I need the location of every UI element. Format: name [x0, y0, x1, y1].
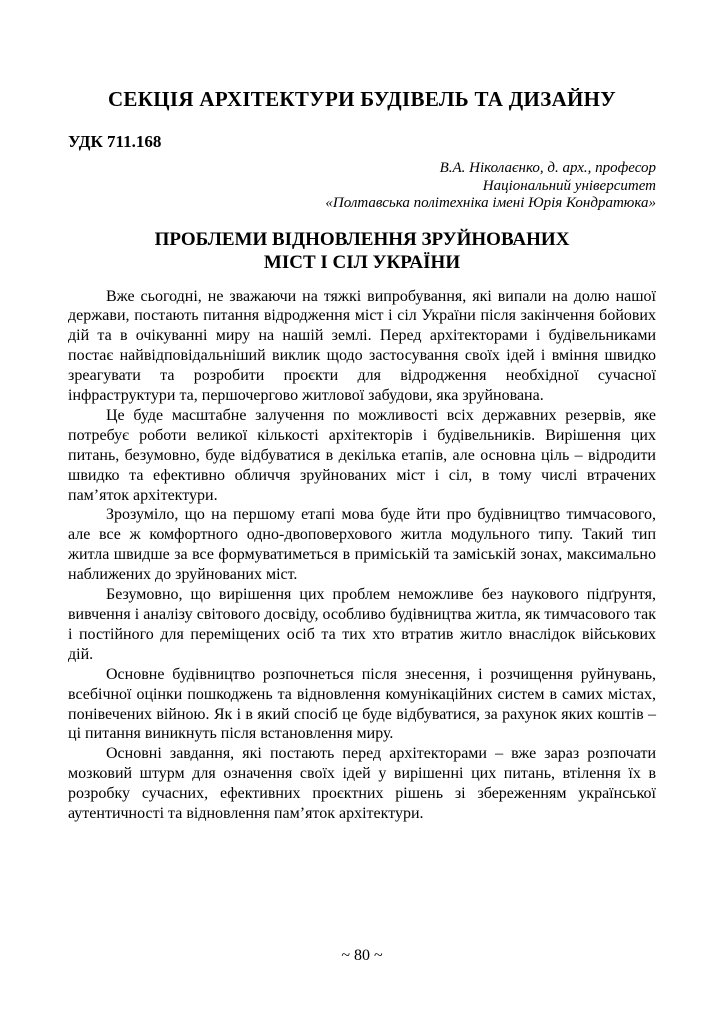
author-name: В.А. Ніколаєнко, д. арх., професор — [439, 160, 656, 176]
author-university-name: «Полтавська політехніка імені Юрія Кондратюка» — [325, 195, 656, 211]
author-affiliation: Національний університет — [482, 177, 656, 194]
author-block — [68, 160, 656, 213]
paragraph-5: Основне будівництво розпочнеться після знесення, і розчищення руйнувань, всебічної оцінки пошкоджень та відновлення комунікаційних систем в самих містах, понівечених війною. Як і в який спосіб це буде відбуватися, за рахунок яких коштів – ці питання виникнуть після встановлення миру. — [68, 665, 656, 743]
section-title: СЕКЦІЯ АРХІТЕКТУРИ БУДІВЕЛЬ ТА ДИЗАЙНУ — [107, 87, 617, 111]
paragraph-3: Зрозуміло, що на першому етапі мова буде йти про будівництво тимчасового, але все ж комфортного одно-двоповерхового житла модульного типу. Такий тип житла швидше за все формуватиметься в приміській та заміській зонах, максимально наближених до зруйнованих міст. — [68, 506, 656, 584]
paragraph-1: Вже сьогодні, не зважаючи на тяжкі випробування, які випали на долю нашої держави, постають питання відродження міст і сіл України після закінчення бойових дій та в очікуванні миру на нашій землі. Перед архітекторами і будівельниками постає найвідповідальніший виклик щодо застосування своїх ідей і вміння швидко зреагувати та розробити проєкти для відродження необхідної сучасної інфраструктури та, першочергово житлової забудови, яка зруйнована. — [68, 287, 656, 405]
paragraph-6: Основні завдання, які постають перед архітекторами – вже зараз розпочати мозковий штурм для означення своїх ідей у вирішенні цих питань, втілення їх в розробку сучасних, ефективних проєктних рішень зі збереженням української аутентичності та відновлення пам’яток архітектури. — [68, 745, 656, 823]
article-title — [68, 228, 656, 274]
page-number: ~ 80 ~ — [341, 947, 383, 964]
article-title-line-2: МІСТ І СІЛ УКРАЇНИ — [263, 251, 461, 273]
paragraph-2: Це буде масштабне залучення по можливості всіх державних резервів, яке потребує роботи великої кількості архітекторів і будівельників. Вирішення цих питань, безумовно, буде відбуватися в декілька етапів, але основна ціль – відродити швидко та ефективно обличчя зруйнованих міст і сіл, в тому числі втрачених пам’яток архітектури. — [68, 406, 656, 504]
paragraph-4: Безумовно, що вирішення цих проблем неможливе без наукового підґрунтя, вивчення і аналізу світового досвіду, особливо будівництва житла, як тимчасового так і постійного для переміщених осіб та тих хто втратив житло внаслідок військових дій. — [68, 586, 656, 663]
article-body — [68, 287, 656, 824]
udk-code: УДК 711.168 — [68, 132, 162, 151]
article-title-line-1: ПРОБЛЕМИ ВІДНОВЛЕННЯ ЗРУЙНОВАНИХ — [154, 228, 570, 250]
